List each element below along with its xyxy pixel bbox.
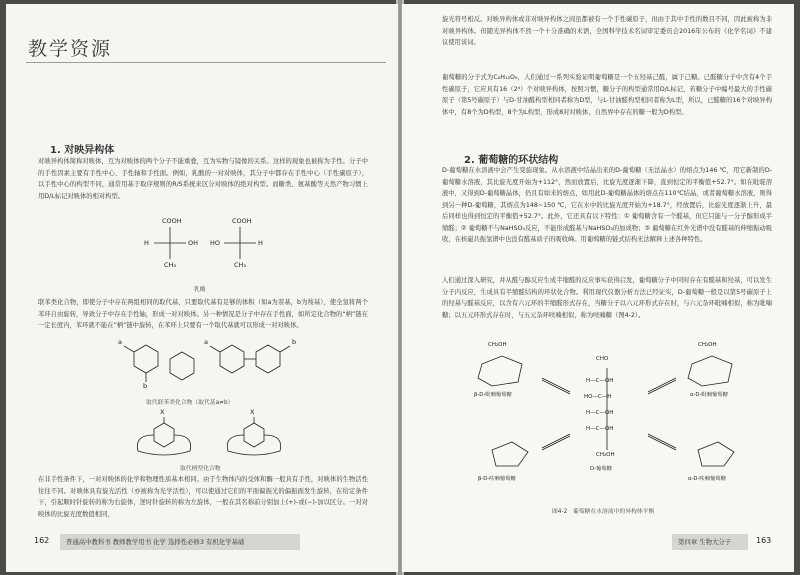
paragraph-enantiomers: 对映异构体简称对映体，互为对映体的两个分子不能重叠，互为实物与镜像的关系。这样的现象也被称为手性。分子中的手性因素主要有手性中心、手性轴和手性面。例如，乳酸的一对对映体，其分子中都存在手性中心（手性碳原子），以手性中心的构型不同，通常用基于取序规则的R/S系统来区分对映体的绝对构型。而糖类、氨基酸等天然产物习惯上用D/L标记对映体的相对构型。 (38, 158, 368, 200)
fig-label-beta-furanose: β-D-呋喃葡萄糖 (478, 476, 516, 482)
paragraph-hemiacetal: 人们通过深入研究，并从醛与醇反应生成半缩醛的反应事实获得启发，葡萄糖分子中同时存在有醛基和羟基，可以发生分子内反应，生成具有半缩醛结构的环状化合物。利用现代仪器分析方法已经证实，D-葡萄糖一般是以第5号碳原子上的羟基与醛基反应，以含有六元环的半缩醛形式存在，当糖分子以六元环形式存在时，与六元杂环吡喃相似，称为吡喃糖；以五元环形式存在时，与五元杂环呋喃相似，称为呋喃糖（图4-2）。 (442, 277, 772, 319)
fig-ch2oh-2: CH₂OH (698, 342, 717, 348)
paragraph-glucose-formula: 葡萄糖的分子式为C₆H₁₂O₆，人们通过一系列实验证明葡萄糖是一个五羟基己醛，属于己糖。已醛糖分子中含有4个手性碳原子，它应具有16（2⁴）个对映异构体，按照习惯，糖分子的构型通常用D/L标记，若糖分子中编号最大的手性碳原子（第5号碳原子）与D-甘油醛构型相同者称为D型，与L-甘油醛构型相同者称为L型，所以，已醛糖的16个对映异构体中，有8个为D构型，8个为L构型，形成8对对映体，自然界中存在的糖一般为D构型。 (442, 74, 772, 116)
lactic-acid-drawing (136, 217, 276, 279)
biphenyl-structures (114, 338, 304, 392)
lactic2-ho: HO (210, 239, 221, 247)
ansa-drawing (124, 411, 294, 461)
chapter-rule (26, 62, 386, 63)
left-footer-text: 普通高中教科书 教师教学用书 化学 选择性必修3 有机化学基础 (66, 538, 245, 546)
lactic-acid-projections (136, 217, 276, 279)
biphenyl-caption: 取代联苯类化合物（取代基a≠b） (146, 400, 234, 406)
section-heading-ring: 2. 葡萄糖的环状结构 (464, 155, 559, 166)
right-page-number: 163 (756, 536, 772, 545)
fig-hoch: HO—C—H (584, 394, 612, 400)
biphenyl-label-b1: b (143, 382, 148, 390)
paragraph-optical-activity: 在非手性条件下，一对对映体的化学和物理性质基本相同。由于生物体内的受体和酶一般具有手性，对映体的生物活性往往不同。对映体具有旋光活性（亦被称为光学活性），可以使通过它们的平面偏振光的偏振面发生旋转，在给定条件下，引起顺时针旋转的称为右旋体，逆时针旋转的称为左旋体，一般在其名称前分别加上(+)-或(−)-加以区分。一对对映体的比旋光度数值相同， (38, 476, 368, 518)
figure-caption: 图4-2 葡萄糖在水溶液中的异构体平衡 (552, 509, 655, 515)
chapter-title: 教学资源 (28, 38, 113, 60)
lactic-caption: 乳酸 (194, 287, 206, 293)
lactic1-h: H (144, 239, 149, 247)
lactic2-ch3: CH₃ (234, 261, 247, 269)
fig-ch2oh-1: CH₂OH (488, 342, 507, 348)
lactic2-h: H (258, 239, 263, 247)
fig-label-alpha-furanose: α-D-呋喃葡萄糖 (688, 476, 726, 482)
right-footer (402, 534, 794, 550)
glucose-equilibrium-figure (462, 342, 762, 497)
left-page-number: 162 (34, 536, 50, 545)
biphenyl-label-b2: b (292, 338, 297, 346)
lactic1-oh: OH (188, 239, 199, 247)
fig-label-open-chain: D-葡萄糖 (590, 466, 612, 472)
fig-cho: CHO (596, 356, 609, 362)
paragraph-biphenyl: 联苯类化合物，即使分子中存在两组相同的取代基，只要取代基有足够的体积（如a为萘基，b为羧基），使全氢将两个苯环自由旋转，导致分子中存在手性轴，形成一对对映体。另一种情况是分子中存在手性面，如所定化合物的“柄”链在一定长度内，苯环就不能在“柄”链中旋转，在苯环上只要有一个取代基就可以形成一对对映体。 (38, 299, 368, 329)
left-footer (6, 534, 398, 550)
lactic1-cooh: COOH (162, 217, 182, 225)
biphenyl-label-a1: a (118, 338, 122, 346)
ansa-label-x2: X (250, 408, 255, 416)
paragraph-diastereomers: 旋光符号相反。对映异构体或非对映异构体之间虽都被有一个手性碳原子，但由于其中手性的数目不同，因此被称为非对映异构体。但随光异构体不然一个十分准确的术语，全国科学技术名词审定委员会2016年公布的《化学名词》不建议使用该词。 (442, 16, 772, 46)
lactic1-ch3: CH₃ (164, 261, 177, 269)
right-footer-chapter: 第四章 生物大分子 (678, 538, 732, 546)
ansa-label-x1: X (160, 408, 165, 416)
paragraph-mutarotation: D-葡萄糖在水溶液中会产生变旋现象。从水溶液中结晶出来的D-葡萄糖（无法晶水）的熔点为146 ℃，用它新制的D-葡萄糖水溶液，其比旋光度开始为+112°，然而放置后，比旋光度逐渐下降，直到恒定的平衡值+52.7°。如在吡啶溶液中，又得到D-葡萄糖晶体，仍且有如来的熔点，如用此D-葡萄糖晶体的熔点在110℃结晶，或者葡萄糖水溶液，则得到另一种D-葡萄糖，其熔点为148~150 ℃，它在水中的比旋光度开始为+18.7°，经放置后，比旋光度逐渐上升，最后同样也得到恒定的平衡值+52.7°。此外，它还具有以下特性：① 葡萄糖含有一个醛基，但它只能与一分子醇形成半缩醛；② 葡萄糖不与NaHSO₃反应，不能形成醛基与NaHSO₃的加成物；③ 葡萄糖在红外光谱中没有醛基的伸缩振动吸收，在核磁共振氢谱中也没有醛基质子的吸收峰。用葡萄糖的链式结构无法解释上述各种特性。 (442, 167, 772, 243)
right-page (402, 4, 794, 572)
biphenyl-label-a2: a (204, 338, 208, 346)
section-heading-enantiomers: 1. 对映异构体 (50, 145, 115, 156)
ansa-caption: 取代柄型化合物 (180, 466, 221, 472)
fig-label-beta-pyranose: β-D-吡喃葡萄糖 (474, 392, 512, 398)
left-page (6, 4, 398, 572)
lactic2-cooh: COOH (232, 217, 252, 225)
fig-hcoh-3: H—C—OH (586, 426, 614, 432)
fig-hcoh-2: H—C—OH (586, 410, 614, 416)
fig-label-alpha-pyranose: α-D-吡喃葡萄糖 (690, 392, 728, 398)
fig-ch2oh-chain: CH₂OH (596, 452, 615, 458)
fig-hcoh-1: H—C—OH (586, 378, 614, 384)
ansa-structures (124, 408, 294, 461)
